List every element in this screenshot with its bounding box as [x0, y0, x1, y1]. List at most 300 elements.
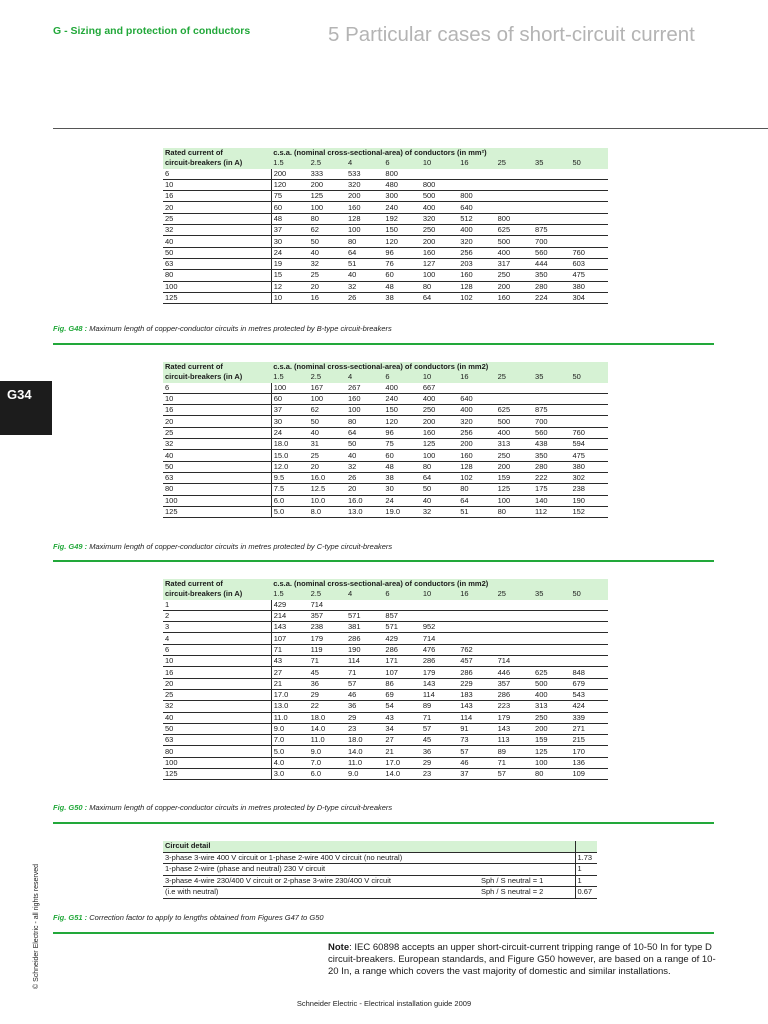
length-cell: 114: [421, 689, 458, 700]
length-cell: 625: [533, 667, 570, 678]
length-cell: [570, 633, 608, 644]
length-cell: 100: [346, 405, 383, 416]
length-cell: 24: [383, 495, 420, 506]
length-cell: 140: [533, 495, 570, 506]
table-row: [163, 667, 608, 678]
length-cell: 54: [383, 701, 420, 712]
length-cell: 38: [383, 472, 420, 483]
rated-current-cell: 63: [163, 258, 271, 269]
length-cell: 100: [421, 450, 458, 461]
table-g48: [163, 148, 608, 304]
table-row: [163, 484, 608, 495]
length-cell: 160: [421, 247, 458, 258]
size-header: 16: [458, 372, 495, 382]
length-cell: 80: [346, 416, 383, 427]
rated-current-cell: 40: [163, 712, 271, 723]
length-cell: 23: [421, 769, 458, 780]
length-cell: 120: [383, 236, 420, 247]
length-cell: 475: [570, 270, 608, 281]
length-cell: 533: [346, 169, 383, 180]
size-header: 16: [458, 158, 495, 168]
length-cell: [496, 393, 533, 404]
length-cell: 543: [570, 689, 608, 700]
chapter-title: 5 Particular cases of short-circuit current: [328, 23, 695, 46]
length-cell: 150: [383, 225, 420, 236]
length-cell: 57: [421, 723, 458, 734]
length-cell: 48: [271, 213, 308, 224]
factor-value: 1.73: [575, 852, 597, 864]
length-cell: 400: [421, 202, 458, 213]
length-cell: 640: [458, 393, 495, 404]
length-cell: 214: [271, 610, 308, 621]
length-cell: 24: [271, 247, 308, 258]
length-cell: [533, 644, 570, 655]
length-cell: [570, 600, 608, 611]
length-cell: 250: [496, 270, 533, 281]
length-cell: 71: [421, 712, 458, 723]
length-cell: 317: [496, 258, 533, 269]
length-cell: 100: [309, 393, 346, 404]
length-cell: 7.0: [309, 757, 346, 768]
length-cell: 280: [533, 281, 570, 292]
table-row: [163, 644, 608, 655]
length-cell: 625: [496, 405, 533, 416]
length-cell: [458, 169, 495, 180]
length-cell: 36: [346, 701, 383, 712]
size-header: 4: [346, 589, 383, 599]
table-row: [163, 405, 608, 416]
rated-current-cell: 63: [163, 472, 271, 483]
length-cell: 76: [383, 258, 420, 269]
length-cell: 64: [346, 427, 383, 438]
rated-current-cell: 32: [163, 701, 271, 712]
length-cell: [496, 202, 533, 213]
length-cell: [533, 179, 570, 190]
length-cell: 480: [383, 179, 420, 190]
circuit-detail: 3-phase 3-wire 400 V circuit or 1-phase 2-wire 400 V circuit (no neutral): [163, 852, 575, 864]
length-cell: 19: [271, 258, 308, 269]
length-cell: 339: [570, 712, 608, 723]
circuit-detail: 3-phase 4-wire 230/400 V circuit or 2-phase 3-wire 230/400 V circuit: [163, 875, 479, 887]
section-title: G - Sizing and protection of conductors: [53, 25, 251, 37]
length-cell: 71: [496, 757, 533, 768]
table-row: [163, 864, 597, 876]
length-cell: 27: [383, 735, 420, 746]
length-cell: [383, 600, 420, 611]
size-header: 2.5: [309, 589, 346, 599]
length-cell: 500: [496, 416, 533, 427]
size-header: 35: [533, 589, 570, 599]
length-cell: [570, 383, 608, 394]
length-cell: 5.0: [271, 506, 308, 517]
rated-current-cell: 6: [163, 169, 271, 180]
length-cell: 200: [346, 191, 383, 202]
length-cell: 203: [458, 258, 495, 269]
length-cell: 11.0: [271, 712, 308, 723]
length-cell: [570, 213, 608, 224]
factor-value: 0.67: [575, 887, 597, 899]
length-cell: 31: [309, 439, 346, 450]
length-cell: 222: [533, 472, 570, 483]
rated-current-header: circuit-breakers (in A): [163, 158, 271, 168]
length-cell: 175: [533, 484, 570, 495]
length-cell: [421, 610, 458, 621]
length-cell: [346, 600, 383, 611]
length-cell: [570, 179, 608, 190]
length-cell: 23: [346, 723, 383, 734]
length-cell: 17.0: [383, 757, 420, 768]
length-cell: 848: [570, 667, 608, 678]
length-cell: 603: [570, 258, 608, 269]
length-cell: 9.0: [309, 746, 346, 757]
length-cell: [533, 656, 570, 667]
length-cell: [570, 202, 608, 213]
length-cell: 128: [458, 281, 495, 292]
page-footer: Schneider Electric - Electrical installation guide 2009: [296, 999, 472, 1008]
length-cell: 4.0: [271, 757, 308, 768]
length-cell: 40: [421, 495, 458, 506]
length-cell: 29: [421, 757, 458, 768]
length-cell: 60: [383, 450, 420, 461]
length-cell: 400: [383, 383, 420, 394]
rated-current-cell: 50: [163, 461, 271, 472]
length-cell: [458, 633, 495, 644]
length-cell: 320: [346, 179, 383, 190]
table-row: [163, 169, 608, 180]
length-cell: 400: [458, 225, 495, 236]
length-cell: 125: [533, 746, 570, 757]
length-cell: 760: [570, 427, 608, 438]
length-cell: 32: [421, 506, 458, 517]
size-header: 6: [383, 158, 420, 168]
length-cell: 51: [458, 506, 495, 517]
length-cell: 127: [421, 258, 458, 269]
rated-current-cell: 125: [163, 769, 271, 780]
size-header: 25: [496, 158, 533, 168]
length-cell: 183: [458, 689, 495, 700]
length-cell: [570, 405, 608, 416]
length-cell: 18.0: [346, 735, 383, 746]
table-row: [163, 225, 608, 236]
length-cell: 400: [496, 427, 533, 438]
length-cell: 46: [458, 757, 495, 768]
figure-caption-text: Maximum length of copper-conductor circuits in metres protected by B-type circuit-breakers: [89, 324, 392, 333]
rated-current-cell: 25: [163, 213, 271, 224]
length-cell: 30: [271, 236, 308, 247]
length-cell: 80: [346, 236, 383, 247]
table-g50: [163, 579, 608, 780]
length-cell: 125: [421, 439, 458, 450]
figure-caption: [53, 913, 324, 922]
size-header: 35: [533, 372, 570, 382]
length-cell: [496, 191, 533, 202]
table-row: [163, 600, 608, 611]
length-cell: [570, 236, 608, 247]
length-cell: 125: [496, 484, 533, 495]
note-paragraph: [328, 942, 722, 977]
rated-current-header: Rated current of: [163, 362, 271, 372]
page-tab: G34: [0, 381, 52, 435]
ratio-condition: Sph / S neutral = 1: [479, 875, 575, 887]
rated-current-cell: 100: [163, 757, 271, 768]
rated-current-header: circuit-breakers (in A): [163, 589, 271, 599]
length-cell: 100: [533, 757, 570, 768]
length-cell: [496, 600, 533, 611]
length-cell: 32: [346, 281, 383, 292]
length-cell: 26: [346, 292, 383, 303]
length-cell: 89: [496, 746, 533, 757]
length-cell: [533, 202, 570, 213]
length-cell: 40: [346, 450, 383, 461]
csa-header: c.s.a. (nominal cross-sectional-area) of conductors (in mm²): [271, 148, 608, 158]
rated-current-cell: 20: [163, 416, 271, 427]
size-header: 2.5: [309, 158, 346, 168]
length-cell: 136: [570, 757, 608, 768]
length-cell: 667: [421, 383, 458, 394]
length-cell: 100: [346, 225, 383, 236]
length-cell: 102: [458, 292, 495, 303]
rated-current-cell: 20: [163, 202, 271, 213]
length-cell: 14.0: [309, 723, 346, 734]
length-cell: 10: [271, 292, 308, 303]
length-cell: 215: [570, 735, 608, 746]
length-cell: 71: [309, 656, 346, 667]
length-cell: 57: [496, 769, 533, 780]
table-row: [163, 506, 608, 517]
length-cell: [533, 633, 570, 644]
length-cell: 500: [496, 236, 533, 247]
length-cell: 14.0: [346, 746, 383, 757]
length-cell: 380: [570, 281, 608, 292]
length-cell: [570, 416, 608, 427]
size-header: 4: [346, 158, 383, 168]
length-cell: 350: [533, 450, 570, 461]
figure-caption-text: Maximum length of copper-conductor circuits in metres protected by D-type circuit-breakers: [89, 803, 393, 812]
size-header: 25: [496, 372, 533, 382]
rated-current-cell: 4: [163, 633, 271, 644]
length-cell: 250: [421, 405, 458, 416]
table-row: [163, 495, 608, 506]
table-row: [163, 769, 608, 780]
table-row: [163, 852, 597, 864]
length-cell: 500: [421, 191, 458, 202]
length-cell: [533, 600, 570, 611]
length-cell: 62: [309, 225, 346, 236]
rated-current-cell: 25: [163, 427, 271, 438]
note-label: Note: [328, 942, 350, 953]
length-cell: 20: [309, 281, 346, 292]
length-cell: 100: [421, 270, 458, 281]
length-cell: 200: [421, 416, 458, 427]
length-cell: [421, 600, 458, 611]
length-cell: 9.5: [271, 472, 308, 483]
length-cell: 7.5: [271, 484, 308, 495]
length-cell: [533, 191, 570, 202]
length-cell: 119: [309, 644, 346, 655]
length-cell: 13.0: [346, 506, 383, 517]
length-cell: 679: [570, 678, 608, 689]
length-cell: 30: [271, 416, 308, 427]
size-header: 10: [421, 158, 458, 168]
length-cell: [570, 656, 608, 667]
rated-current-header: Rated current of: [163, 579, 271, 589]
length-cell: 12: [271, 281, 308, 292]
rated-current-header: circuit-breakers (in A): [163, 372, 271, 382]
length-cell: 280: [533, 461, 570, 472]
length-cell: [570, 610, 608, 621]
length-cell: 40: [309, 427, 346, 438]
length-cell: [458, 622, 495, 633]
length-cell: 50: [421, 484, 458, 495]
length-cell: 400: [496, 247, 533, 258]
length-cell: [570, 225, 608, 236]
length-cell: 952: [421, 622, 458, 633]
length-cell: 17.0: [271, 689, 308, 700]
rated-current-cell: 50: [163, 723, 271, 734]
length-cell: 250: [496, 450, 533, 461]
table-row: [163, 439, 608, 450]
length-cell: 200: [458, 439, 495, 450]
length-cell: 46: [346, 689, 383, 700]
length-cell: 190: [570, 495, 608, 506]
length-cell: 271: [570, 723, 608, 734]
rated-current-cell: 3: [163, 622, 271, 633]
length-cell: 29: [346, 712, 383, 723]
size-header: 50: [570, 372, 608, 382]
length-cell: 32: [309, 258, 346, 269]
size-header: 50: [570, 158, 608, 168]
length-cell: 48: [383, 281, 420, 292]
green-divider: [53, 343, 714, 345]
length-cell: 21: [383, 746, 420, 757]
length-cell: 700: [533, 416, 570, 427]
size-header: 16: [458, 589, 495, 599]
green-divider: [53, 560, 714, 562]
table-row: [163, 383, 608, 394]
length-cell: 160: [458, 270, 495, 281]
length-cell: 320: [421, 213, 458, 224]
length-cell: 12.5: [309, 484, 346, 495]
size-header: 10: [421, 372, 458, 382]
length-cell: 40: [346, 270, 383, 281]
length-cell: 20: [346, 484, 383, 495]
length-cell: [496, 610, 533, 621]
length-cell: 320: [458, 416, 495, 427]
length-cell: [570, 644, 608, 655]
size-header: 1.5: [271, 158, 308, 168]
table-row: [163, 281, 608, 292]
length-cell: 200: [421, 236, 458, 247]
length-cell: 200: [271, 169, 308, 180]
length-cell: 16.0: [309, 472, 346, 483]
length-cell: 45: [309, 667, 346, 678]
length-cell: 107: [271, 633, 308, 644]
length-cell: 143: [458, 701, 495, 712]
length-cell: 80: [421, 461, 458, 472]
length-cell: 6.0: [309, 769, 346, 780]
length-cell: [533, 393, 570, 404]
ratio-condition: Sph / S neutral = 2: [479, 887, 575, 899]
length-cell: 125: [309, 191, 346, 202]
length-cell: 80: [309, 213, 346, 224]
length-cell: 152: [570, 506, 608, 517]
length-cell: 714: [309, 600, 346, 611]
csa-header: c.s.a. (nominal cross-sectional-area) of conductors (in mm2): [271, 579, 608, 589]
length-cell: 7.0: [271, 735, 308, 746]
length-cell: 36: [421, 746, 458, 757]
length-cell: 114: [346, 656, 383, 667]
length-cell: 170: [570, 746, 608, 757]
table-row: [163, 393, 608, 404]
table-row: [163, 247, 608, 258]
length-cell: 200: [309, 179, 346, 190]
length-cell: 64: [346, 247, 383, 258]
length-cell: [533, 622, 570, 633]
rated-current-cell: 100: [163, 281, 271, 292]
length-cell: 57: [458, 746, 495, 757]
rated-current-cell: 32: [163, 439, 271, 450]
length-cell: 381: [346, 622, 383, 633]
length-cell: [570, 622, 608, 633]
length-cell: 37: [271, 225, 308, 236]
length-cell: 80: [421, 281, 458, 292]
note-text: : IEC 60898 accepts an upper short-circuit-current tripping range of 10-50 In for type D circuit-breakers. European standards, and Figure G50 however, are based on a range of 10-20 In, a range which covers the vast majority of domestic and similar installations.: [328, 942, 716, 977]
length-cell: 16.0: [346, 495, 383, 506]
length-cell: 11.0: [346, 757, 383, 768]
table-row: [163, 678, 608, 689]
length-cell: 60: [271, 202, 308, 213]
length-cell: 400: [533, 689, 570, 700]
length-cell: [458, 383, 495, 394]
length-cell: 12.0: [271, 461, 308, 472]
length-cell: 45: [421, 735, 458, 746]
rated-current-cell: 16: [163, 667, 271, 678]
length-cell: 444: [533, 258, 570, 269]
length-cell: 143: [271, 622, 308, 633]
size-header: 10: [421, 589, 458, 599]
length-cell: 50: [346, 439, 383, 450]
length-cell: 38: [383, 292, 420, 303]
length-cell: [533, 169, 570, 180]
figure-caption: [53, 803, 392, 812]
rated-current-cell: 10: [163, 656, 271, 667]
table-row: [163, 179, 608, 190]
size-header: 4: [346, 372, 383, 382]
table-row: [163, 461, 608, 472]
green-divider: [53, 822, 714, 824]
length-cell: 160: [496, 292, 533, 303]
length-cell: 102: [458, 472, 495, 483]
length-cell: 34: [383, 723, 420, 734]
length-cell: 240: [383, 202, 420, 213]
length-cell: 286: [458, 667, 495, 678]
length-cell: 80: [458, 484, 495, 495]
rated-current-cell: 2: [163, 610, 271, 621]
length-cell: 5.0: [271, 746, 308, 757]
length-cell: 64: [421, 292, 458, 303]
rated-current-cell: 100: [163, 495, 271, 506]
table-row: [163, 712, 608, 723]
rated-current-cell: 16: [163, 405, 271, 416]
length-cell: 80: [533, 769, 570, 780]
length-cell: 256: [458, 427, 495, 438]
length-cell: 250: [421, 225, 458, 236]
length-cell: [496, 179, 533, 190]
figure-caption: [53, 542, 392, 551]
table-row: [163, 202, 608, 213]
header-divider: [53, 128, 768, 129]
length-cell: 113: [496, 735, 533, 746]
